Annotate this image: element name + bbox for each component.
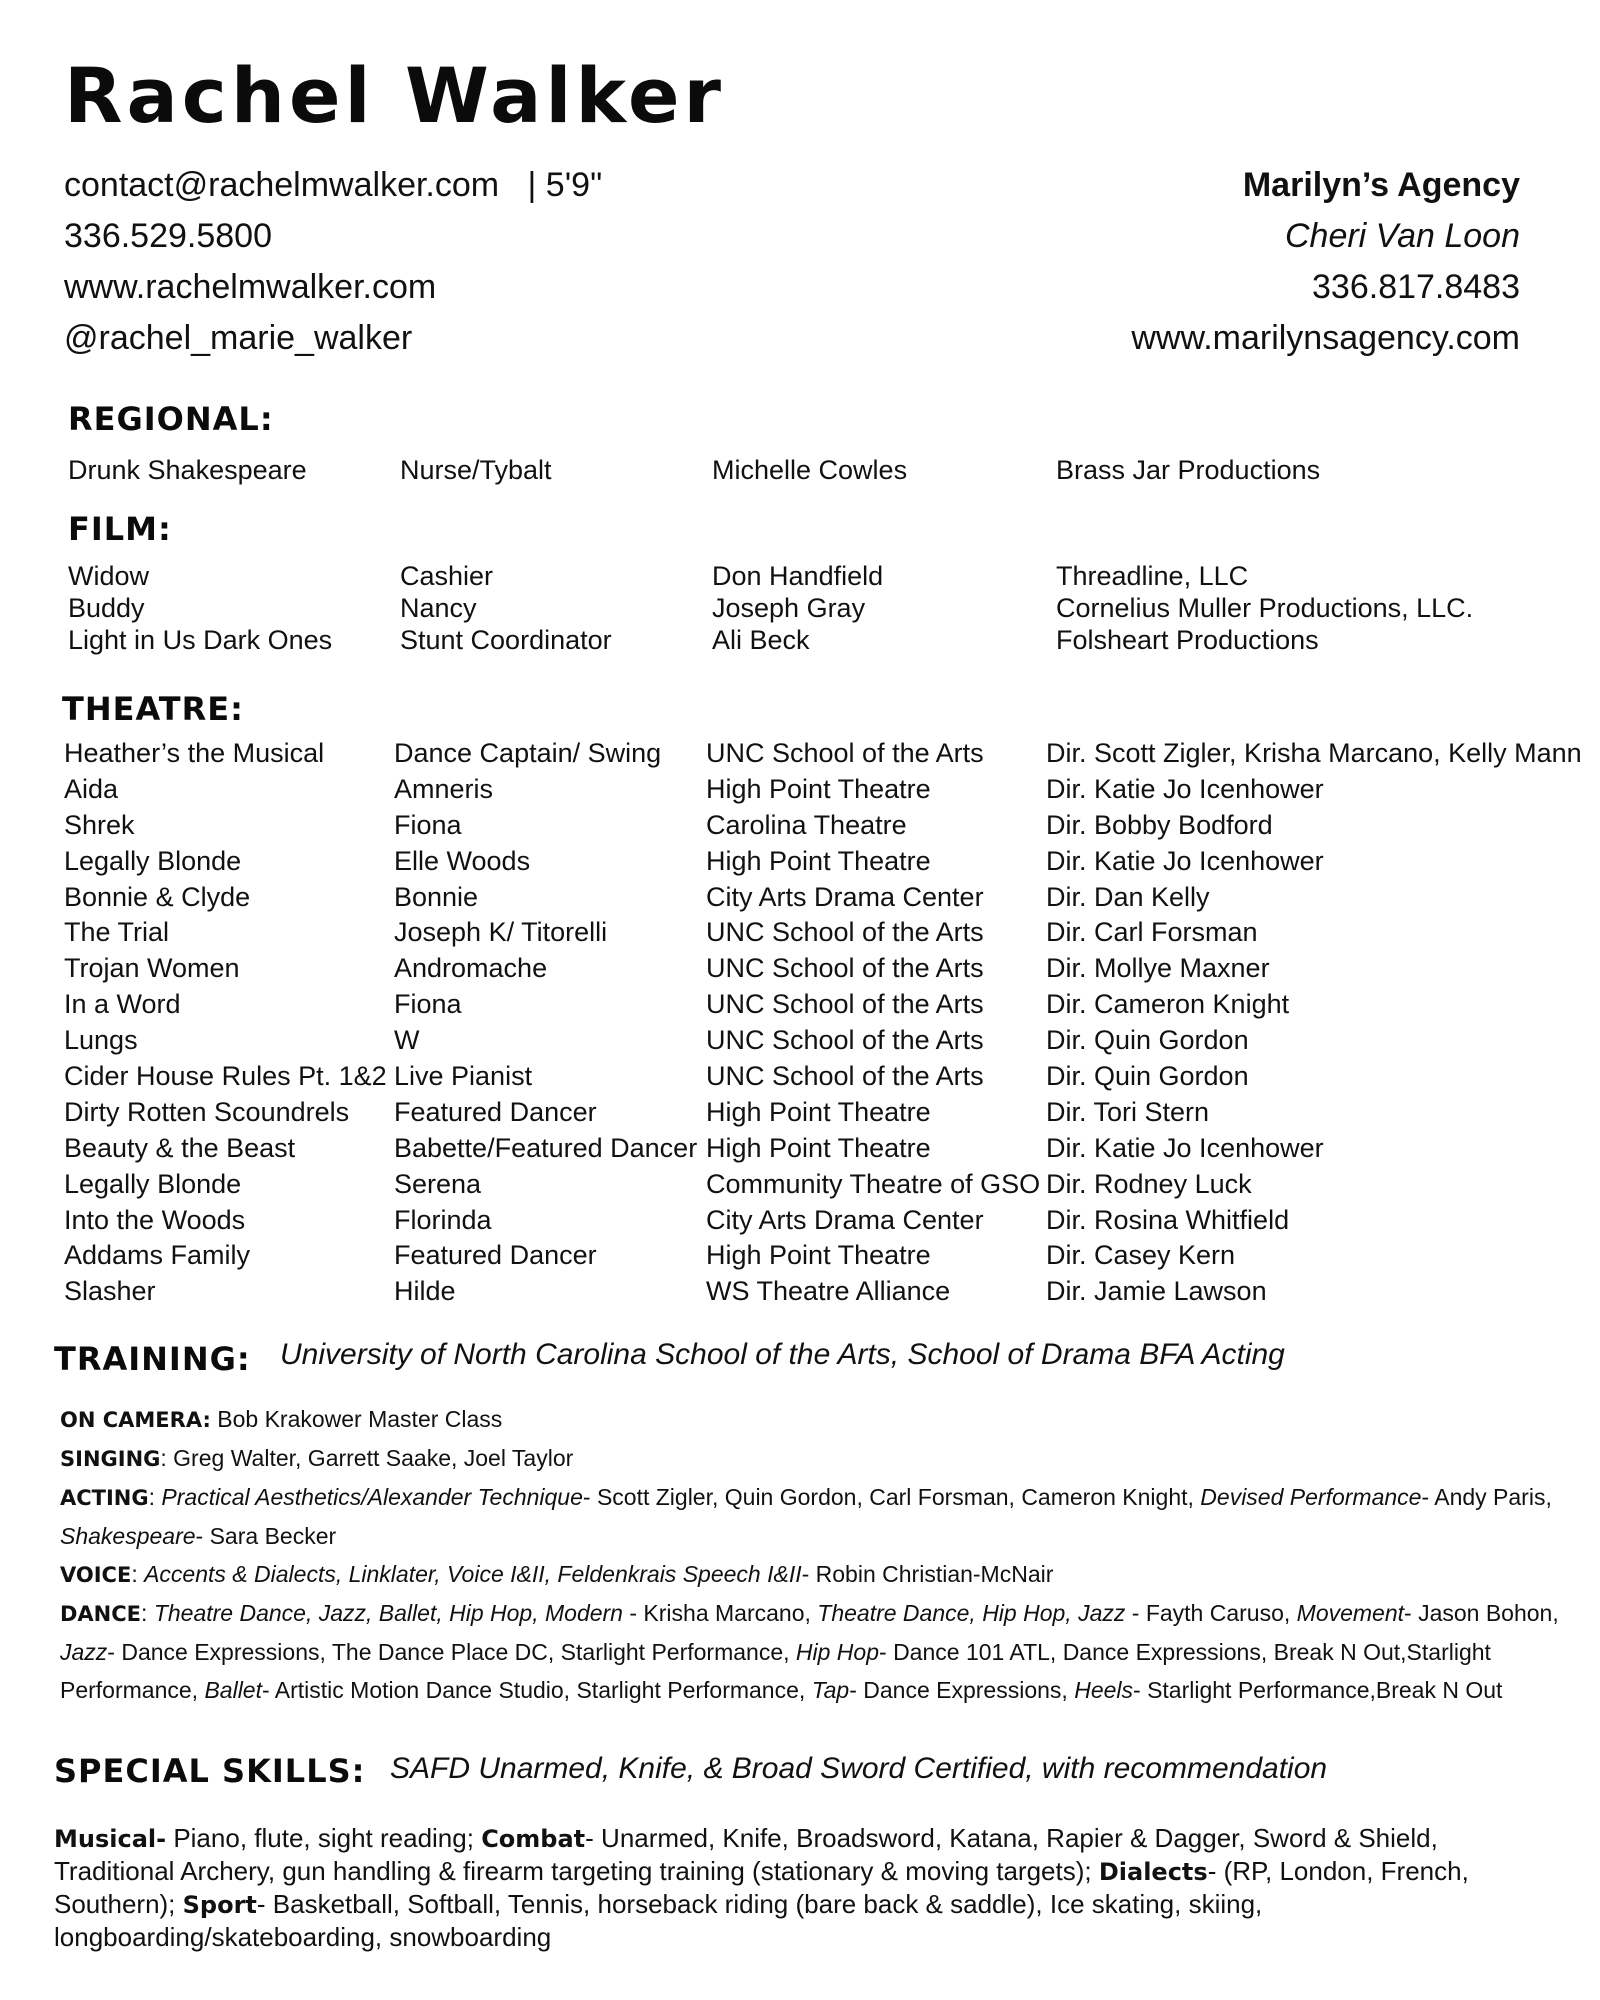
venue: WS Theatre Alliance	[706, 1276, 951, 1307]
venue: UNC School of the Arts	[706, 917, 984, 948]
company: Brass Jar Productions	[1056, 455, 1321, 485]
role: Fiona	[394, 809, 462, 840]
director: Dir. Katie Jo Icenhower	[1046, 845, 1324, 876]
company: Threadline, LLC	[1056, 561, 1249, 591]
role: Elle Woods	[394, 845, 531, 876]
production-title: In a Word	[64, 989, 181, 1020]
production-title: Light in Us Dark Ones	[68, 625, 333, 655]
phone-number: 336.529.5800	[64, 217, 272, 255]
venue: UNC School of the Arts	[706, 953, 984, 984]
venue: UNC School of the Arts	[706, 989, 984, 1020]
role: Fiona	[394, 989, 462, 1020]
training-singing: SINGING: Greg Walter, Garrett Saake, Joel Taylor	[60, 1445, 574, 1471]
agency-name: Marilyn’s Agency	[1242, 166, 1520, 204]
role: Dance Captain/ Swing	[394, 738, 662, 768]
training-list	[60, 1400, 1560, 1709]
director: Dir. Bobby Bodford	[1046, 809, 1273, 840]
role: Featured Dancer	[394, 1240, 597, 1271]
production-title: Legally Blonde	[64, 1168, 242, 1199]
director: Dir. Quin Gordon	[1046, 1061, 1249, 1092]
production-title: Drunk Shakespeare	[68, 455, 307, 485]
director: Dir. Dan Kelly	[1046, 881, 1210, 912]
role: Cashier	[400, 561, 494, 591]
skills-certification: SAFD Unarmed, Knife, & Broad Sword Certified, with recommendation	[390, 1752, 1328, 1785]
director: Dir. Tori Stern	[1046, 1096, 1210, 1127]
venue: UNC School of the Arts	[706, 738, 984, 768]
role: Hilde	[394, 1276, 456, 1307]
skills-list: Musical- Piano, flute, sight reading; Combat- Unarmed, Knife, Broadsword, Katana, Rapier & Dagger, Sword & Shield, Traditional Archery, gun handling & firearm targeting training (stationary & moving targets); Dialects- (RP, London, French, Southern); Sport- Basketball, Softball, Tennis, horseback riding (bare back & saddle), Ice skating, skiing, longboarding/skateboarding, snowboarding	[54, 1823, 1469, 1952]
regional-heading: REGIONAL:	[68, 400, 274, 438]
director: Dir. Katie Jo Icenhower	[1046, 1132, 1324, 1163]
venue: City Arts Drama Center	[706, 881, 984, 912]
training-voice: VOICE: Accents & Dialects, Linklater, Voice I&II, Feldenkrais Speech I&II- Robin Christian-McNair	[60, 1561, 1054, 1587]
production-title: Addams Family	[64, 1240, 251, 1271]
venue: High Point Theatre	[706, 773, 931, 804]
venue: High Point Theatre	[706, 1132, 931, 1163]
venue: Community Theatre of GSO	[706, 1168, 1041, 1199]
director: Dir. Cameron Knight	[1046, 989, 1290, 1020]
agency-info	[1131, 160, 1520, 364]
director: Dir. Mollye Maxner	[1046, 953, 1270, 984]
director: Dir. Rodney Luck	[1046, 1168, 1252, 1199]
role: Joseph K/ Titorelli	[394, 917, 608, 948]
company: Cornelius Muller Productions, LLC.	[1056, 593, 1474, 623]
skill-dialects-label: Dialects	[1098, 1858, 1208, 1886]
theatre-heading: THEATRE:	[62, 690, 244, 728]
role: Babette/Featured Dancer	[394, 1132, 698, 1163]
role: Nancy	[400, 593, 477, 623]
email-line	[64, 160, 602, 211]
director: Dir. Scott Zigler, Krisha Marcano, Kelly Mann	[1046, 738, 1582, 768]
role: W	[394, 1025, 420, 1056]
venue: City Arts Drama Center	[706, 1204, 984, 1235]
venue: High Point Theatre	[706, 1096, 931, 1127]
role: Live Pianist	[394, 1061, 533, 1092]
production-title: Widow	[68, 561, 150, 591]
agency-phone: 336.817.8483	[1312, 268, 1520, 306]
production-title: Buddy	[68, 593, 145, 623]
production-title: The Trial	[64, 917, 170, 948]
director: Dir. Quin Gordon	[1046, 1025, 1249, 1056]
venue: Carolina Theatre	[706, 809, 907, 840]
social-handle[interactable]: @rachel_marie_walker	[64, 319, 413, 357]
company: Folsheart Productions	[1056, 625, 1319, 655]
actor-name: Rachel Walker	[64, 51, 726, 140]
training-on-camera: ON CAMERA: Bob Krakower Master Class	[60, 1406, 503, 1432]
director: Ali Beck	[712, 625, 810, 655]
director: Michelle Cowles	[712, 455, 908, 485]
production-title: Into the Woods	[64, 1204, 246, 1235]
venue: High Point Theatre	[706, 845, 931, 876]
training-school: University of North Carolina School of the Arts, School of Drama BFA Acting	[280, 1338, 1285, 1371]
production-title: Cider House Rules Pt. 1&2	[64, 1061, 387, 1092]
production-title: Slasher	[64, 1276, 156, 1307]
role: Bonnie	[394, 881, 479, 912]
production-title: Aida	[64, 773, 119, 804]
production-title: Dirty Rotten Scoundrels	[64, 1096, 350, 1127]
director: Don Handfield	[712, 561, 884, 591]
production-title: Shrek	[64, 809, 135, 840]
contact-info	[64, 160, 602, 364]
production-title: Lungs	[64, 1025, 138, 1056]
production-title: Bonnie & Clyde	[64, 881, 251, 912]
director: Joseph Gray	[712, 593, 866, 623]
training-dance: DANCE: Theatre Dance, Jazz, Ballet, Hip Hop, Modern - Krisha Marcano, Theatre Dance, Hip Hop, Jazz - Fayth Caruso, Movement- Jason Bohon, Jazz- Dance Expressions, The Dance Place DC, Starlight Performance, Hip Hop- Dance 101 ATL, Dance Expressions, Break N Out,Starlight Performance, Ballet- Artistic Motion Dance Studio, Starlight Performance, Tap- Dance Expressions, Heels- Starlight Performance,Break N Out	[60, 1600, 1559, 1703]
role: Featured Dancer	[394, 1096, 597, 1127]
venue: High Point Theatre	[706, 1240, 931, 1271]
director: Dir. Jamie Lawson	[1046, 1276, 1267, 1307]
director: Dir. Rosina Whitfield	[1046, 1204, 1290, 1235]
training-heading: TRAINING:	[54, 1340, 251, 1378]
director: Dir. Carl Forsman	[1046, 917, 1258, 948]
website-link[interactable]: www.rachelmwalker.com	[64, 268, 437, 306]
role: Andromache	[394, 953, 548, 984]
training-acting: ACTING: Practical Aesthetics/Alexander Technique- Scott Zigler, Quin Gordon, Carl Forsman, Cameron Knight, Devised Performance- Andy Paris, Shakespeare- Sara Becker	[60, 1484, 1552, 1549]
skills-heading: SPECIAL SKILLS:	[54, 1752, 366, 1790]
production-title: Legally Blonde	[64, 845, 242, 876]
role: Nurse/Tybalt	[400, 455, 552, 485]
director: Dir. Katie Jo Icenhower	[1046, 773, 1324, 804]
film-heading: FILM:	[68, 510, 172, 548]
production-title: Heather’s the Musical	[64, 738, 325, 768]
venue: UNC School of the Arts	[706, 1061, 984, 1092]
role: Serena	[394, 1168, 482, 1199]
production-title: Beauty & the Beast	[64, 1132, 296, 1163]
separator: |	[527, 166, 537, 204]
skill-combat-label: Combat	[481, 1825, 586, 1853]
agency-website[interactable]: www.marilynsagency.com	[1131, 319, 1520, 357]
role: Stunt Coordinator	[400, 625, 612, 655]
agent-name: Cheri Van Loon	[1284, 217, 1520, 255]
height-value: 5'9"	[545, 166, 603, 204]
director: Dir. Casey Kern	[1046, 1240, 1236, 1271]
role: Florinda	[394, 1204, 492, 1235]
skill-sport-label: Sport	[182, 1891, 257, 1919]
skill-musical-label: Musical-	[54, 1825, 167, 1853]
venue: UNC School of the Arts	[706, 1025, 984, 1056]
production-title: Trojan Women	[64, 953, 240, 984]
email-link[interactable]: contact@rachelmwalker.com	[64, 166, 500, 204]
role: Amneris	[394, 773, 494, 804]
